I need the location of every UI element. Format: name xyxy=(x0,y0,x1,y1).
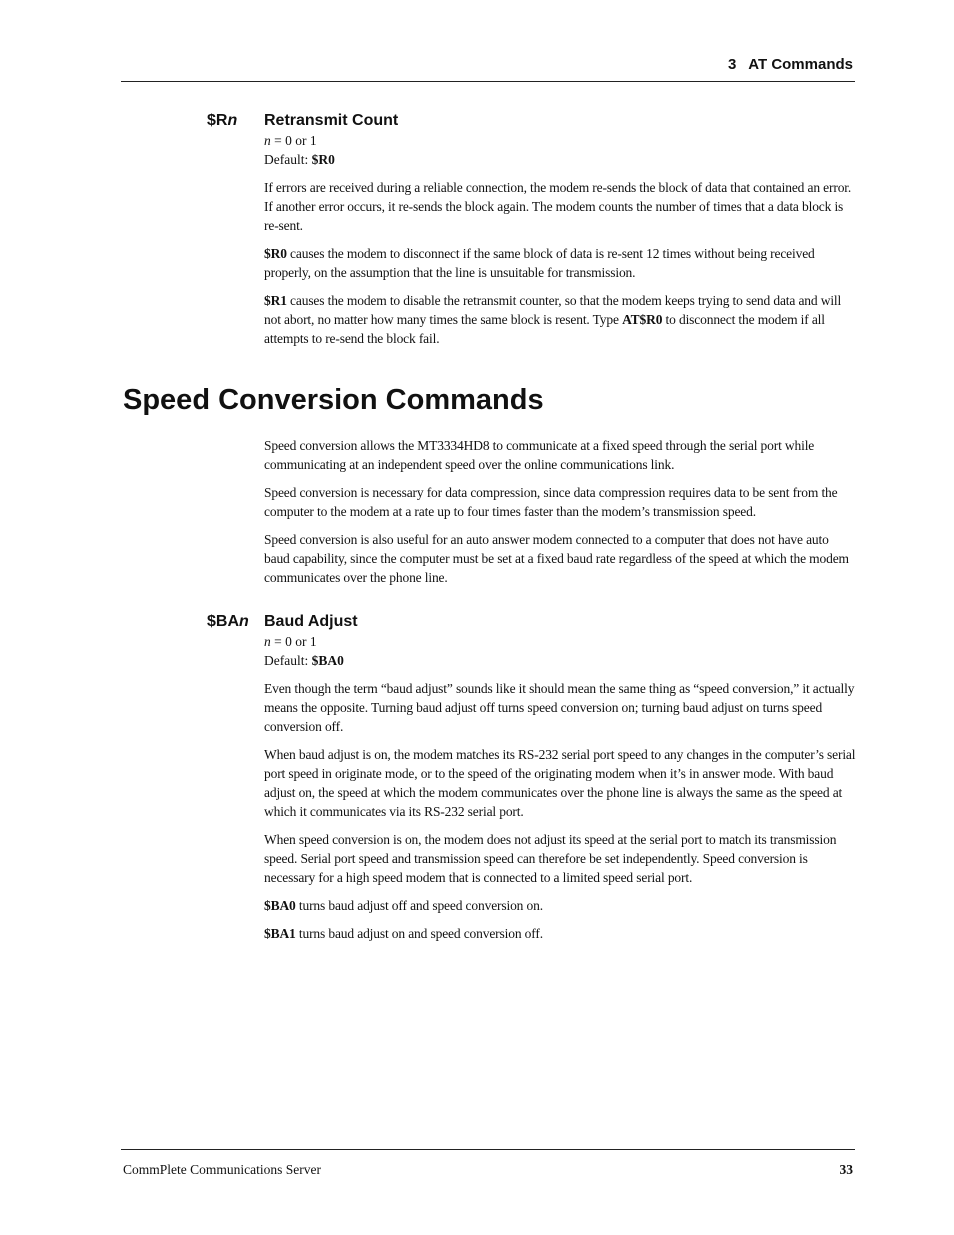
default-value: Default: $BA0 xyxy=(264,653,344,668)
command-code: $Rn xyxy=(207,112,238,129)
page-number: 33 xyxy=(839,1162,853,1177)
footer-rule xyxy=(121,1149,855,1150)
command-code: $BAn xyxy=(207,613,249,630)
parameter-range: n = 0 or 1 xyxy=(264,133,317,148)
paragraph: $BA0 turns baud adjust off and speed conversion on. xyxy=(264,898,543,913)
default-value: Default: $R0 xyxy=(264,152,335,167)
section-intro xyxy=(264,436,856,587)
section-heading: Speed Conversion Commands xyxy=(123,384,544,416)
paragraph: Speed conversion is necessary for data compression, since data compression requires data to be sent from the computer to the modem at a rate up to four times faster than the modem’s transmission speed. xyxy=(264,485,838,519)
chapter-title: AT Commands xyxy=(748,56,853,73)
paragraph: Speed conversion is also useful for an auto answer modem connected to a computer that does not have auto baud capability, since the computer must be set at a fixed baud rate regardless of the speed at which the modem communicates over the phone line. xyxy=(264,532,849,585)
running-header xyxy=(728,56,853,73)
paragraph: $BA1 turns baud adjust on and speed conversion off. xyxy=(264,926,543,941)
header-rule xyxy=(121,81,855,82)
paragraph: $R1 causes the modem to disable the retransmit counter, so that the modem keeps trying to send data and will not abort, no matter how many times the same block is resent. Type AT$R0 to disconnect the modem if all attempts to re-send the block fail. xyxy=(264,293,842,346)
command-title: Baud Adjust xyxy=(264,613,358,630)
paragraph: If errors are received during a reliable connection, the modem re-sends the block of data that contained an error. If another error occurs, it re-sends the block again. The modem counts the number of times that a data block is re-sent. xyxy=(264,180,852,233)
command-body xyxy=(264,131,856,348)
parameter-range: n = 0 or 1 xyxy=(264,634,317,649)
command-body xyxy=(264,632,856,943)
paragraph: When speed conversion is on, the modem does not adjust its speed at the serial port to match its transmission speed. Serial port speed and transmission speed can therefore be set independently. Speed conversion is necessary for a high speed modem that is connected to a limited speed serial port. xyxy=(264,832,837,885)
command-title: Retransmit Count xyxy=(264,112,399,129)
paragraph: Even though the term “baud adjust” sounds like it should mean the same thing as “speed conversion,” it actually means the opposite. Turning baud adjust off turns speed conversion on; turning baud adjust on turns speed conversion off. xyxy=(264,681,855,734)
footer-product-name: CommPlete Communications Server xyxy=(123,1162,321,1177)
paragraph: Speed conversion allows the MT3334HD8 to communicate at a fixed speed through the serial port while communicating at an independent speed over the online communications link. xyxy=(264,438,815,472)
paragraph: When baud adjust is on, the modem matches its RS-232 serial port speed to any changes in the computer’s serial port speed in originate mode, or to the speed of the originating modem when it’s in answer mode. With baud adjust on, the speed at which the modem communicates over the phone line is always the same as the speed at which it communicates via its RS-232 serial port. xyxy=(264,747,856,819)
chapter-number: 3 xyxy=(727,56,737,73)
paragraph: $R0 causes the modem to disconnect if the same block of data is re-sent 12 times without being received properly, on the assumption that the line is unsuitable for transmission. xyxy=(264,246,815,280)
